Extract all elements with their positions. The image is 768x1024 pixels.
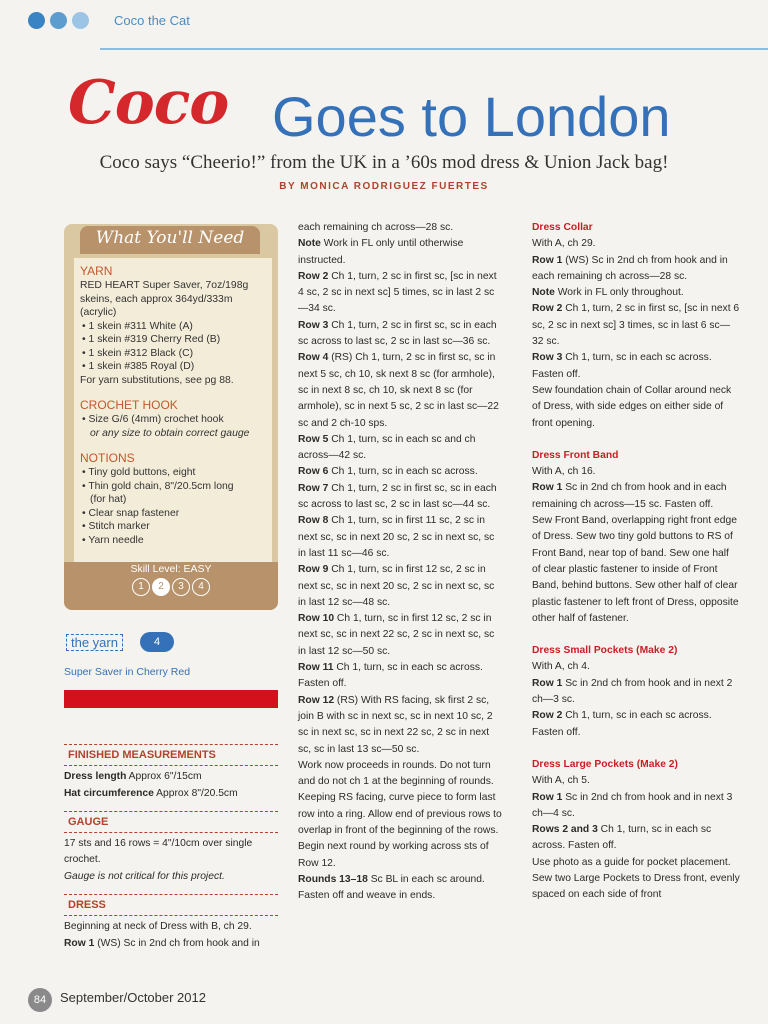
row-label: Row 9 xyxy=(298,564,329,576)
skill-level-label: Skill Level: EASY xyxy=(130,563,212,575)
page-title: Goes to London xyxy=(272,85,671,148)
gauge-note: Gauge is not critical for this project. xyxy=(64,870,225,882)
list-item: • Size G/6 (4mm) crochet hook xyxy=(82,414,224,425)
row-label: Row 1 xyxy=(532,791,563,803)
row-text: Ch 1, turn, sc in each sc across. Fasten off. xyxy=(532,824,712,852)
row-text: (WS) Sc in 2nd ch from hook and in each remaining ch across—28 sc. xyxy=(532,254,728,282)
row-text: Work in FL only throughout. xyxy=(554,287,684,299)
row-text: With A, ch 29. xyxy=(532,238,596,250)
row-text: Ch 1, turn, sc in each sc across. xyxy=(328,466,478,478)
row-text: With A, ch 16. xyxy=(532,466,596,478)
list-item: • 1 skein #311 White (A) xyxy=(82,320,193,332)
list-item: (for hat) xyxy=(90,494,127,505)
dress-row-1 xyxy=(64,936,278,952)
yarn-heading: YARN xyxy=(80,264,113,278)
list-item: • Stitch marker xyxy=(82,521,150,532)
column-1 xyxy=(64,744,278,952)
row-text: Ch 1, turn, 2 sc in first sc, sc in each sc across to last sc, 2 sc in last sc—44 sc. xyxy=(298,482,497,511)
instruction-paragraph xyxy=(532,350,740,383)
hat-circumference-label: Hat circumference xyxy=(64,787,154,799)
hook-note: or any size to obtain correct gauge xyxy=(90,427,250,439)
yarn-swatch xyxy=(64,690,278,708)
subsection-heading: Dress Front Band xyxy=(532,449,619,461)
row-text: With A, ch 4. xyxy=(532,661,590,673)
row-label: Row 10 xyxy=(298,613,335,625)
row-label: Row 4 xyxy=(298,352,329,364)
instruction-paragraph xyxy=(298,872,504,905)
yarn-substitution-note: For yarn substitutions, see pg 88. xyxy=(80,374,234,386)
needs-content xyxy=(80,263,268,547)
hook-heading: CROCHET HOOK xyxy=(80,398,178,412)
row-label: Row 1 xyxy=(64,937,95,949)
hat-circumference-value: Approx 8"/20.5cm xyxy=(153,787,238,799)
row-label: Row 2 xyxy=(532,710,563,722)
gauge-heading: GAUGE xyxy=(64,811,278,833)
row-text: With A, ch 5. xyxy=(532,775,590,787)
instruction-paragraph xyxy=(532,383,740,432)
row-label: Row 3 xyxy=(298,319,329,331)
byline: BY MONICA RODRIGUEZ FUERTES xyxy=(279,181,489,192)
yarn-weight-icon: 4 xyxy=(140,632,174,652)
row-label: Row 1 xyxy=(532,482,563,494)
instruction-paragraph xyxy=(532,708,740,741)
row-text: each remaining ch across—28 sc. xyxy=(298,222,454,233)
spacer xyxy=(532,741,740,757)
row-text: Work in FL only until otherwise instructed. xyxy=(298,238,464,266)
instruction-paragraph xyxy=(532,480,740,513)
row-label: Row 5 xyxy=(298,433,329,445)
skill-level-3: 3 xyxy=(172,578,190,596)
instruction-paragraph xyxy=(298,562,504,611)
instruction-paragraph xyxy=(532,676,740,709)
spacer xyxy=(532,432,740,448)
row-label: Row 3 xyxy=(532,352,563,364)
row-label: Row 1 xyxy=(532,254,563,266)
row-text: Ch 1, turn, sc in each sc across. Fasten off. xyxy=(298,662,483,690)
row-text: Ch 1, turn, 2 sc in first sc, [sc in next 4 sc, 2 sc in next sc] 5 times, sc in last 2 sc—34 sc. xyxy=(298,270,497,315)
row-text: (RS) Ch 1, turn, 2 sc in first sc, sc in next 5 sc, ch 10, sk next 8 sc (for armhole), sc in next 8 sc, ch 10, sk next 8 sc (for armhole), sc in next 5 sc, 2 sc in last sc—22 sc and 2 ch-10 sps. xyxy=(298,352,499,429)
instruction-paragraph xyxy=(298,464,504,480)
row-text: Ch 1, turn, sc in each sc across. Fasten off. xyxy=(532,710,712,738)
instruction-paragraph xyxy=(298,220,504,236)
skill-level-4: 4 xyxy=(192,578,210,596)
instruction-paragraph xyxy=(298,350,504,431)
row-text: Sc in 2nd ch from hook and in next 3 ch—4 sc. xyxy=(532,791,733,819)
row-text: Ch 1, turn, sc in each sc and ch across—42 sc. xyxy=(298,433,476,462)
row-text: Sc in 2nd ch from hook and in next 2 ch—3 sc. xyxy=(532,677,733,706)
gauge-text: 17 sts and 16 rows = 4"/10cm over single crochet. xyxy=(64,838,253,866)
row-label: Row 2 xyxy=(532,303,563,315)
header-divider xyxy=(100,48,768,50)
row-label: Row 1 xyxy=(532,677,563,689)
row-label: Row 12 xyxy=(298,694,335,706)
row-text: Work now proceeds in rounds. Do not turn and do not ch 1 at the beginning of rounds. Keeping RS facing, curve piece to form last row into a ring. Allow end of previous rows to overlap in front of the beginning of the rows. Begin next round by working across sts of Row 12. xyxy=(298,759,502,869)
subsection-heading: Dress Collar xyxy=(532,222,593,233)
subtitle: Coco says “Cheerio!” from the UK in a ’60s mod dress & Union Jack bag! xyxy=(99,152,669,173)
instruction-paragraph xyxy=(532,464,740,480)
instruction-paragraph xyxy=(298,481,504,514)
dot-icon xyxy=(28,12,45,29)
list-item: • Yarn needle xyxy=(82,534,144,546)
list-item: • 1 skein #319 Cherry Red (B) xyxy=(82,334,221,345)
list-item: • Clear snap fastener xyxy=(82,507,180,519)
instruction-paragraph xyxy=(298,432,504,465)
list-item: • Tiny gold buttons, eight xyxy=(82,467,196,478)
dress-heading: DRESS xyxy=(64,894,278,916)
instruction-paragraph xyxy=(532,236,740,252)
row-label: Rounds 13–18 xyxy=(298,873,368,885)
issue-date: September/October 2012 xyxy=(60,990,206,1005)
yarn-name: Super Saver in Cherry Red xyxy=(64,666,191,678)
title-script: Coco xyxy=(68,68,229,138)
row-label: Row 11 xyxy=(298,662,334,674)
instruction-paragraph xyxy=(532,301,740,350)
dress-length-value: Approx 6"/15cm xyxy=(126,771,202,783)
yarn-tag: the yarn xyxy=(66,634,123,651)
row-label: Note xyxy=(532,287,555,299)
yarn-description: RED HEART Super Saver, 7oz/198g skeins, each approx 364yd/333m (acrylic) xyxy=(80,280,249,318)
dress-length xyxy=(64,769,278,785)
row-text: Use photo as a guide for pocket placement. Sew two Large Pockets to Dress front, evenly spaced on each side of front xyxy=(532,856,740,901)
instruction-paragraph xyxy=(298,693,504,758)
row-text: (RS) With RS facing, sk first 2 sc, join B with sc in next sc, sc in next 10 sc, 2 sc in next sc, sc in next 22 sc, 2 sc in next sc, sc in last 13 sc—50 sc. xyxy=(298,694,493,755)
subsection-heading: Dress Small Pockets (Make 2) xyxy=(532,645,678,657)
instruction-paragraph xyxy=(532,855,740,904)
row-text: Sc BL in each sc around. Fasten off and weave in ends. xyxy=(298,873,485,902)
row-text: Ch 1, turn, 2 sc in first sc, [sc in next 6 sc, 2 sc in next sc] 3 times, sc in last 6 sc—32 sc. xyxy=(532,303,740,348)
instruction-paragraph xyxy=(532,822,740,855)
section-label: Coco the Cat xyxy=(114,13,190,28)
instruction-paragraph xyxy=(532,790,740,823)
instruction-paragraph xyxy=(532,659,740,675)
row-label: Row 2 xyxy=(298,270,329,282)
hat-circumference xyxy=(64,786,278,802)
instruction-paragraph xyxy=(298,611,504,660)
row-label: Row 6 xyxy=(298,466,329,478)
dress-start: Beginning at neck of Dress with B, ch 29. xyxy=(64,921,252,933)
skill-level-2: 2 xyxy=(152,578,170,596)
instruction-paragraph xyxy=(298,660,504,693)
row-text: Sew Front Band, overlapping right front edge of Dress. Sew two tiny gold buttons to RS of Front Band, near top of band. Sew one half of clear plastic fastener to inside of Front Band, behind buttons. Sew other half of clear plastic fastener to left front of Dress, opposite other half of fastener. xyxy=(532,515,739,624)
subsection-heading: Dress Large Pockets (Make 2) xyxy=(532,758,678,770)
column-3 xyxy=(532,220,740,904)
needs-title: What You'll Need xyxy=(95,228,245,248)
row-text: Ch 1, turn, sc in first 11 sc, 2 sc in next sc, sc in next 20 sc, 2 sc in next sc, sc in last 11 sc—46 sc. xyxy=(298,515,495,559)
list-item: • Thin gold chain, 8"/20.5cm long xyxy=(82,480,234,492)
instruction-paragraph xyxy=(532,253,740,286)
finished-heading: FINISHED MEASUREMENTS xyxy=(64,744,278,766)
instruction-paragraph xyxy=(298,513,504,562)
instruction-paragraph xyxy=(298,318,504,351)
column-2 xyxy=(298,220,504,904)
instruction-paragraph xyxy=(532,513,740,627)
instruction-paragraph xyxy=(298,758,504,872)
list-item: • 1 skein #312 Black (C) xyxy=(82,347,194,359)
row-text: Sew foundation chain of Collar around neck of Dress, with side edges on either side of front opening. xyxy=(532,384,732,429)
dot-icon xyxy=(72,12,89,29)
row-label: Row 8 xyxy=(298,515,329,527)
row-text: Ch 1, turn, sc in first 12 sc, 2 sc in next sc, sc in next 22 sc, 2 sc in next sc, sc in last 12 sc—50 sc. xyxy=(298,613,495,657)
row-label: Row 7 xyxy=(298,482,329,494)
skill-level-indicator xyxy=(132,578,210,596)
row-label: Note xyxy=(298,238,321,250)
instruction-paragraph xyxy=(298,269,504,318)
row-text: Sc in 2nd ch from hook and in each remaining ch across—15 sc. Fasten off. xyxy=(532,482,727,510)
row-text: Ch 1, turn, 2 sc in first sc, sc in each sc across to last sc, 2 sc in last sc—36 sc. xyxy=(298,319,497,348)
instruction-paragraph xyxy=(532,285,740,301)
notions-heading: NOTIONS xyxy=(80,451,135,465)
row-text: Ch 1, turn, sc in each sc across. Fasten off. xyxy=(532,352,712,380)
dress-length-label: Dress length xyxy=(64,771,127,783)
row-text: Ch 1, turn, sc in first 12 sc, 2 sc in next sc, sc in next 20 sc, 2 sc in next sc, sc in last 12 sc—48 sc. xyxy=(298,564,495,608)
list-item: • 1 skein #385 Royal (D) xyxy=(82,361,195,372)
spacer xyxy=(532,627,740,643)
page-number: 84 xyxy=(28,988,52,1012)
dot-icon xyxy=(50,12,67,29)
row-text: (WS) Sc in 2nd ch from hook and in xyxy=(94,937,260,949)
row-label: Rows 2 and 3 xyxy=(532,824,598,836)
skill-level-1: 1 xyxy=(132,578,150,596)
section-dots xyxy=(28,12,89,29)
instruction-paragraph xyxy=(298,236,504,269)
instruction-paragraph xyxy=(532,773,740,789)
